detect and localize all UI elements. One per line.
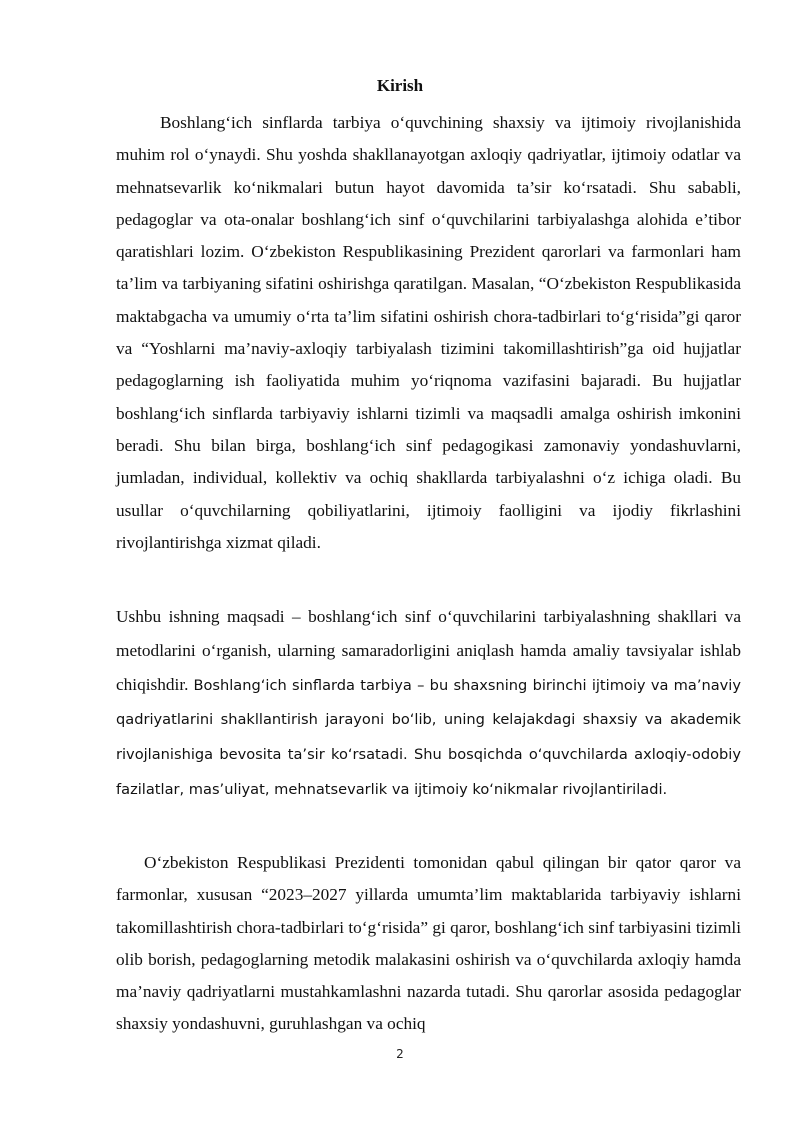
paragraph-intro: Boshlang‘ich sinflarda tarbiya o‘quvchining shaxsiy va ijtimoiy rivojlanishida muhim rol o‘ynaydi. Shu yoshda shakllanayotgan axloqiy qadriyatlar, ijtimoiy odatlar va mehnatsevarlik ko‘nikmalari butun hayot davomida ta’sir ko‘rsatadi. Shu sababli, pedagoglar va ota-onalar boshlang‘ich sinf o‘quvchilarini tarbiyalashga alohida e’tibor qaratishlari lozim. O‘zbekiston Respublikasining Prezident qarorlari va farmonlari ham ta’lim va tarbiyaning sifatini oshirishga qaratilgan. Masalan, “O‘zbekiston Respublikasida maktabgacha va umumiy o‘rta ta’lim sifatini oshirish chora-tadbirlari to‘g‘risida”gi qaror va “Yoshlarni ma’naviy-axloqiy tarbiyalash tizimini takomillashtirish”ga oid hujjatlar pedagoglarning ish faoliyatida muhim yo‘riqnoma vazifasini bajaradi. Bu hujjatlar boshlang‘ich sinflarda tarbiyaviy ishlarni tizimli va maqsadli amalga oshirish imkonini beradi. Shu bilan birga, boshlang‘ich sinf pedagogikasi zamonaviy yondashuvlarni, jumladan, individual, kollektiv va ochiq shakllarda tarbiyalashni o‘z ichiga oladi. Bu usullar o‘quvchilarning qobiliyatlarini, ijtimoiy faolligini va ijodiy fikrlashini rivojlantirishga xizmat qiladi.	[116, 113, 741, 552]
section-title: Kirish	[376, 76, 424, 95]
paragraph-goal-sans-text: Boshlang‘ich sinflarda tarbiya – bu shaxsning birinchi ijtimoiy va ma’naviy qadriyatlarini shakllantirish jarayoni bo‘lib, uning kelajakdagi shaxsiy va akademik rivojlanishiga bevosita ta’sir ko‘rsatadi. Shu bosqichda o‘quvchilarda axloqiy-odobiy fazilatlar, mas’uliyat, mehnatsevarlik va ijtimoiy ko‘nikmalar rivojlantiriladi.	[116, 676, 741, 798]
page-number: 2	[396, 1047, 404, 1061]
paragraph-decrees: O‘zbekiston Respublikasi Prezidenti tomonidan qabul qilingan bir qator qaror va farmonlar, xususan “2023–2027 yillarda umumta’lim maktablarida tarbiyaviy ishlarni takomillashtirish chora-tadbirlari to‘g‘risida” gi qaror, boshlang‘ich sinf tarbiyasini tizimli olib borish, pedagoglarning metodik malakasini oshirish va o‘quvchilarda axloqiy hamda ma’naviy qadriyatlarni mustahkamlashni nazarda tutadi. Shu qarorlar asosida pedagoglar shaxsiy yondashuvni, guruhlashgan va ochiq	[116, 853, 741, 1034]
paragraph-goal-serif-text: Ushbu ishning maqsadi – boshlang‘ich sinf o‘quvchilarini tarbiyalashning shakllari va metodlarini o‘rganish, ularning samaradorligini aniqlash hamda amaliy tavsiyalar ishlab chiqishdir.	[116, 607, 741, 694]
paragraph-goal	[116, 600, 741, 807]
